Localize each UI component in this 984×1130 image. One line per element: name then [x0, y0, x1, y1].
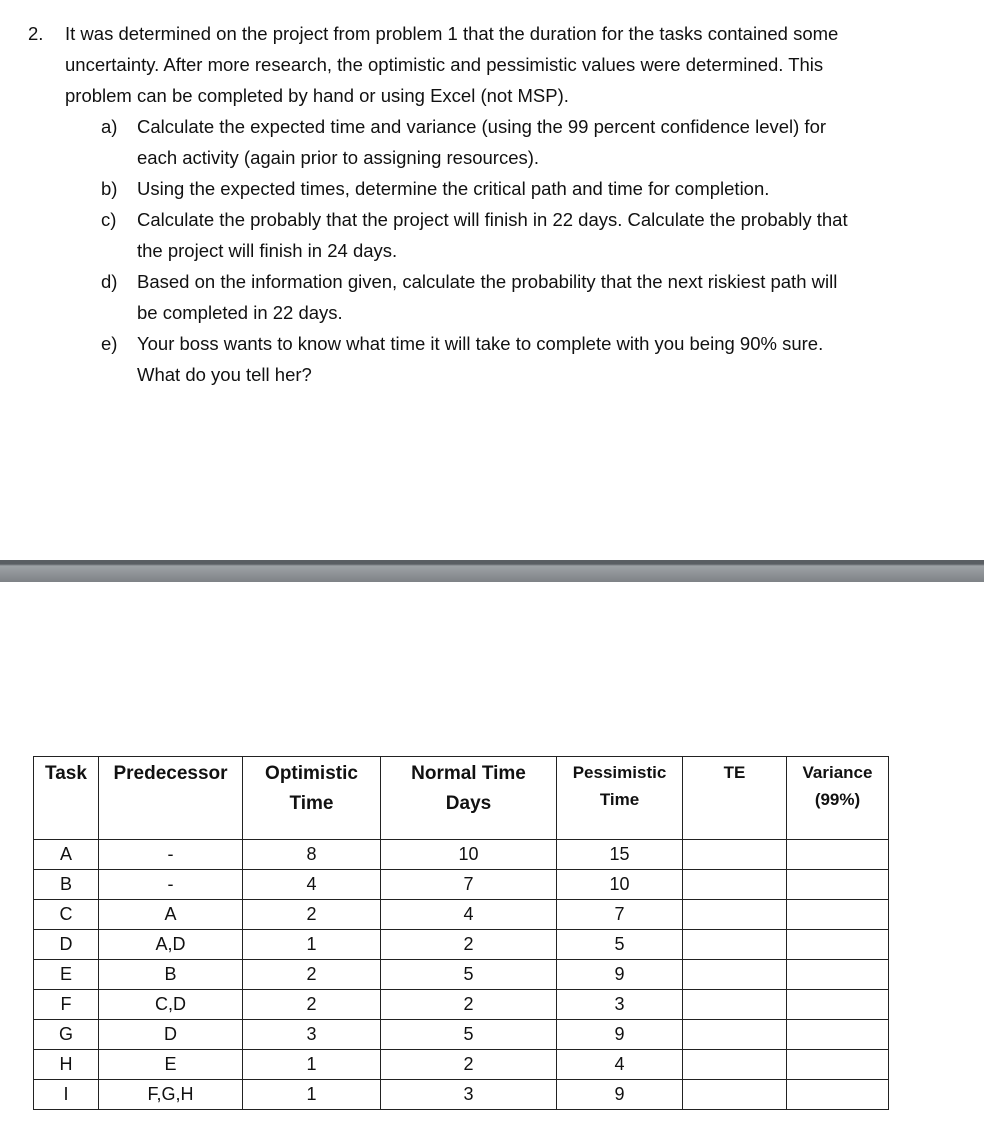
cell-predecessor: - — [99, 870, 243, 900]
part-c-line-1: Calculate the probably that the project will finish in 22 days. Calculate the probably that — [137, 209, 848, 230]
cell-variance — [787, 900, 889, 930]
cell-te — [683, 900, 787, 930]
cell-te — [683, 870, 787, 900]
cell-task: E — [34, 960, 99, 990]
header-task: Task — [34, 757, 99, 840]
cell-pessimistic: 9 — [557, 1020, 683, 1050]
cell-predecessor: E — [99, 1050, 243, 1080]
cell-te — [683, 1080, 787, 1110]
cell-te — [683, 840, 787, 870]
cell-optimistic: 1 — [243, 1080, 381, 1110]
cell-optimistic: 2 — [243, 960, 381, 990]
task-table — [33, 756, 889, 1110]
cell-task: I — [34, 1080, 99, 1110]
cell-task: D — [34, 930, 99, 960]
cell-task: C — [34, 900, 99, 930]
cell-predecessor: B — [99, 960, 243, 990]
part-d-line-1: Based on the information given, calculate the probability that the next riskiest path will — [137, 271, 838, 292]
cell-normal: 7 — [381, 870, 557, 900]
cell-te — [683, 990, 787, 1020]
cell-variance — [787, 960, 889, 990]
cell-pessimistic: 15 — [557, 840, 683, 870]
cell-task: A — [34, 840, 99, 870]
cell-te — [683, 1020, 787, 1050]
table-row — [34, 900, 889, 930]
cell-variance — [787, 840, 889, 870]
table-row — [34, 960, 889, 990]
part-c-label: c) — [101, 209, 117, 230]
cell-normal: 2 — [381, 930, 557, 960]
part-a-line-2: each activity (again prior to assigning resources). — [137, 147, 540, 168]
cell-optimistic: 2 — [243, 900, 381, 930]
intro-line-3: problem can be completed by hand or using Excel (not MSP). — [65, 85, 569, 106]
header-optimistic: Optimistic Time — [243, 757, 381, 840]
cell-optimistic: 8 — [243, 840, 381, 870]
cell-optimistic: 2 — [243, 990, 381, 1020]
part-b-line-1: Using the expected times, determine the critical path and time for completion. — [137, 178, 770, 199]
cell-normal: 4 — [381, 900, 557, 930]
cell-pessimistic: 5 — [557, 930, 683, 960]
cell-normal: 5 — [381, 960, 557, 990]
header-variance: Variance (99%) — [787, 757, 889, 840]
table-header-row — [34, 757, 889, 840]
cell-task: H — [34, 1050, 99, 1080]
cell-normal: 5 — [381, 1020, 557, 1050]
table-row — [34, 1080, 889, 1110]
cell-variance — [787, 930, 889, 960]
part-e-label: e) — [101, 333, 118, 354]
problem-number: 2. — [28, 23, 44, 44]
cell-normal: 2 — [381, 990, 557, 1020]
part-e-line-1: Your boss wants to know what time it will take to complete with you being 90% sure. — [137, 333, 824, 354]
intro-line-1: It was determined on the project from problem 1 that the duration for the tasks contained some — [65, 23, 839, 44]
header-te: TE — [683, 757, 787, 840]
cell-task: G — [34, 1020, 99, 1050]
cell-predecessor: A — [99, 900, 243, 930]
table-row — [34, 990, 889, 1020]
part-b-label: b) — [101, 178, 118, 199]
part-c-line-2: the project will finish in 24 days. — [137, 240, 398, 261]
cell-pessimistic: 10 — [557, 870, 683, 900]
cell-optimistic: 1 — [243, 1050, 381, 1080]
table-row — [34, 840, 889, 870]
header-normal-time: Normal Time Days — [381, 757, 557, 840]
intro-line-2: uncertainty. After more research, the optimistic and pessimistic values were determined. This — [65, 54, 824, 75]
part-a-label: a) — [101, 116, 118, 137]
cell-task: B — [34, 870, 99, 900]
cell-variance — [787, 870, 889, 900]
cell-predecessor: A,D — [99, 930, 243, 960]
cell-pessimistic: 9 — [557, 960, 683, 990]
table-row — [34, 930, 889, 960]
cell-normal: 10 — [381, 840, 557, 870]
cell-pessimistic: 4 — [557, 1050, 683, 1080]
cell-task: F — [34, 990, 99, 1020]
cell-predecessor: C,D — [99, 990, 243, 1020]
part-e-line-2: What do you tell her? — [137, 364, 312, 385]
cell-variance — [787, 1050, 889, 1080]
cell-optimistic: 4 — [243, 870, 381, 900]
table-row — [34, 1020, 889, 1050]
cell-pessimistic: 9 — [557, 1080, 683, 1110]
cell-predecessor: F,G,H — [99, 1080, 243, 1110]
cell-variance — [787, 990, 889, 1020]
cell-pessimistic: 3 — [557, 990, 683, 1020]
cell-normal: 2 — [381, 1050, 557, 1080]
section-divider — [0, 560, 984, 582]
cell-optimistic: 3 — [243, 1020, 381, 1050]
table-row — [34, 1050, 889, 1080]
part-d-line-2: be completed in 22 days. — [137, 302, 343, 323]
part-a-line-1: Calculate the expected time and variance (using the 99 percent confidence level) for — [137, 116, 827, 137]
cell-normal: 3 — [381, 1080, 557, 1110]
cell-variance — [787, 1080, 889, 1110]
header-predecessor: Predecessor — [99, 757, 243, 840]
cell-predecessor: - — [99, 840, 243, 870]
cell-variance — [787, 1020, 889, 1050]
cell-te — [683, 960, 787, 990]
cell-pessimistic: 7 — [557, 900, 683, 930]
cell-te — [683, 1050, 787, 1080]
cell-predecessor: D — [99, 1020, 243, 1050]
part-d-label: d) — [101, 271, 118, 292]
cell-te — [683, 930, 787, 960]
header-pessimistic: Pessimistic Time — [557, 757, 683, 840]
table-row — [34, 870, 889, 900]
cell-optimistic: 1 — [243, 930, 381, 960]
